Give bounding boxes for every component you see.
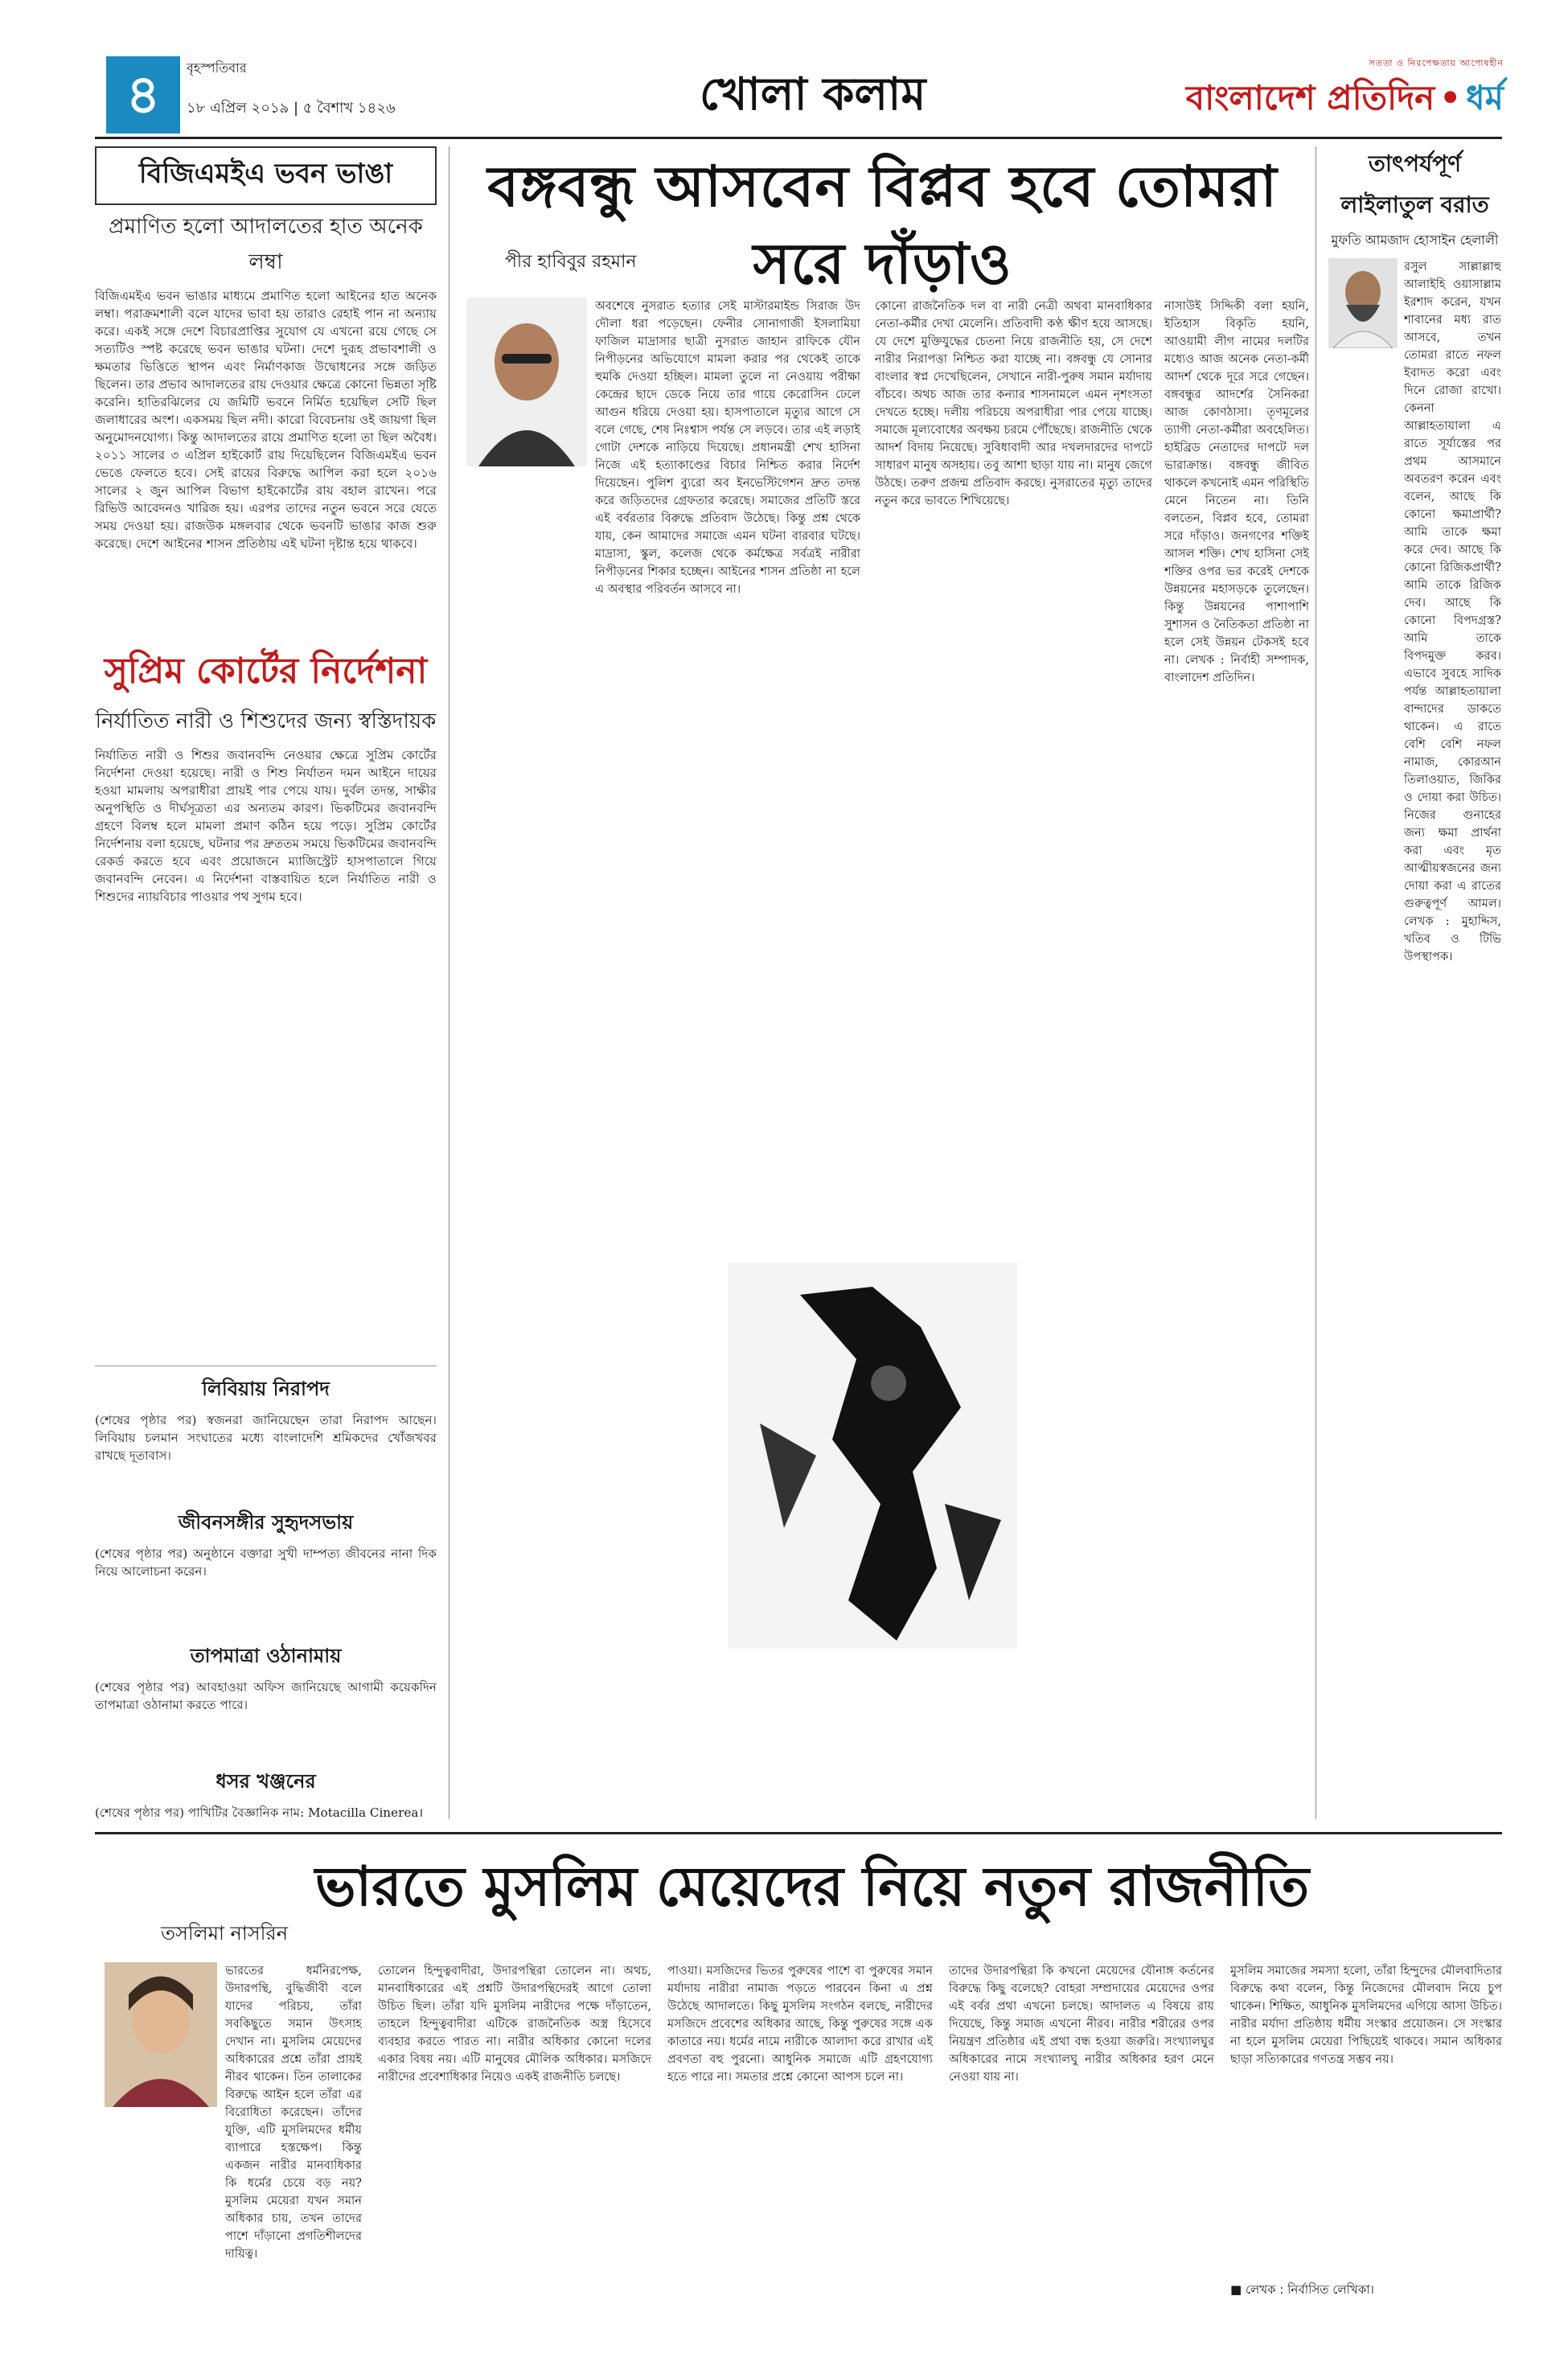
editorial-2-subhead: নির্যাতিত নারী ও শিশুদের জন্য স্বস্তিদায়ক	[95, 709, 437, 733]
main-col-1: অবশেষে নুসরাত হত্যার সেই মাস্টারমাইন্ড সিরাজ উদ দৌলা ধরা পড়েছেন। ফেনীর সোনাগাজী ইসলামিয়া ফাজিল মাদ্রাসার ছাত্রী নুসরাত জাহান রাফিকে যৌন নিপীড়নের অভিযোগে মামলা করার পর থেকেই তাকে হুমকি দেওয়া হচ্ছিল। মামলা তুলে না নেওয়ায় পরীক্ষা কেন্দ্রের ছাদে ডেকে নিয়ে তার গায়ে কেরোসিন ঢেলে আগুন ধরিয়ে দেওয়া হয়। হাসপাতালে মৃত্যুর আগে সে বলে গেছে, শেষ নিঃশ্বাস পর্যন্ত সে লড়বে। তার এই লড়াই গোটা দেশকে নাড়িয়ে দিয়েছে। প্রধানমন্ত্রী শেখ হাসিনা নিজে এই হত্যাকাণ্ডের বিচার নিশ্চিত করার নির্দেশ দিয়েছেন। পুলিশ ব্যুরো অব ইনভেস্টিগেশন দ্রুত তদন্ত করে জড়িতদের গ্রেফতার করেছে। সমাজের প্রতিটি স্তরে এই বর্বরতার বিরুদ্ধে প্রতিবাদ উঠেছে। কিন্তু প্রশ্ন থেকে যায়, কেন আমাদের সমাজে এমন ঘটনা বারবার ঘটছে। মাদ্রাসা, স্কুল, কলেজ থেকে কর্মক্ষেত্র সর্বত্রই নারীরা নিপীড়নের শিকার হচ্ছেন। আইনের শাসন প্রতিষ্ঠা না হলে এ অবস্থার পরিবর্তন আসবে না।	[595, 299, 860, 596]
masthead	[1158, 56, 1504, 129]
bottom-author: তসলিমা নাসরিন	[161, 1922, 289, 1945]
religion-headline: তাৎপর্যপূর্ণ	[1368, 150, 1462, 177]
illustration-image	[728, 1263, 1017, 1649]
news-2-body: (শেষের পৃষ্ঠার পর) অনুষ্ঠানে বক্তারা সুখী দাম্পত্য জীবনের নানা দিক নিয়ে আলোচনা করেন।	[95, 1546, 437, 1579]
issue-date: ১৮ এপ্রিল ২০১৯ | ৫ বৈশাখ ১৪২৬	[187, 100, 396, 117]
news-2-headline: জীবনসঙ্গীর সুহৃদসভায়	[178, 1511, 354, 1534]
writer-note: ■ লেখক : নির্বাসিত লেখিকা।	[1230, 2282, 1374, 2297]
religion-subhead: লাইলাতুল বরাত	[1340, 191, 1489, 218]
masthead-separator: •	[1439, 78, 1462, 117]
author-photo	[466, 298, 587, 466]
main-headline: বঙ্গবন্ধু আসবেন বিপ্লব হবে তোমরা সরে দাঁড়াও	[487, 154, 1278, 297]
bottom-col-1: ভারতের ধর্মনিরপেক্ষ, উদারপন্থি, বুদ্ধিজীবী বলে যাদের পরিচয়, তাঁরা সবকিছুতে সমান উৎসাহ দেখান না। মুসলিম মেয়েদের অধিকারের প্রশ্নে তাঁরা প্রায়ই নীরব থাকেন। তিন তালাকের বিরুদ্ধে আইন হলে তাঁরা এর বিরোধিতা করেছেন। তাঁদের যুক্তি, এটি মুসলিমদের ধর্মীয় ব্যাপারে হস্তক্ষেপ। কিন্তু একজন নারীর মানবাধিকার কি ধর্মের চেয়ে বড় নয়? মুসলিম মেয়েরা যখন সমান অধিকার চায়, তখন তাদের পাশে দাঁড়ানো প্রগতিশীলদের দায়িত্ব।	[225, 1964, 362, 2261]
section-rule	[95, 1832, 1502, 1834]
section-title: খোলা কলাম	[700, 68, 926, 121]
religion-body: রসুল সাল্লাল্লাহু আলাইহি ওয়াসাল্লাম ইরশাদ করেন, যখন শাবানের মধ্য রাত আসবে, তখন তোমরা রাতে নফল ইবাদত করো এবং দিনে রোজা রাখো। কেননা আল্লাহতায়ালা এ রাতে সূর্যাস্তের পর প্রথম আসমানে অবতরণ করেন এবং বলেন, আছে কি কোনো ক্ষমাপ্রার্থী? আমি তাকে ক্ষমা করে দেব। আছে কি কোনো রিজিকপ্রার্থী? আমি তাকে রিজিক দেব। আছে কি কোনো বিপদগ্রস্ত? আমি তাকে বিপদমুক্ত করব। এভাবে সুবহে সাদিক পর্যন্ত আল্লাহতায়ালা বান্দাদের ডাকতে থাকেন। এ রাতে বেশি বেশি নফল নামাজ, কোরআন তিলাওয়াত, জিকির ও দোয়া করা উচিত। নিজের গুনাহের জন্য ক্ষমা প্রার্থনা করা এবং মৃত আত্মীয়স্বজনের জন্য দোয়া করা এ রাতের গুরুত্বপূর্ণ আমল। লেখক : মুহাদ্দিস, খতিব ও টিভি উপস্থাপক।	[1404, 260, 1501, 963]
header-rule	[95, 137, 1502, 139]
page-number: ৪	[106, 56, 180, 133]
religion-byline: মুফতি আমজাদ হোসাইন হেলালী	[1331, 232, 1499, 248]
issue-weekday: বৃহস্পতিবার	[187, 60, 247, 76]
bottom-col-4: তাদের উদারপন্থিরা কি কখনো মেয়েদের যৌনাঙ্গ কর্তনের বিরুদ্ধে কিছু বলেছে? বোহরা সম্প্রদায়ের মেয়েদের ওপর এই বর্বর প্রথা এখনো চলছে। আদালত এ বিষয়ে রায় দিয়েছে, কিন্তু সমাজ এখনো নীরব। নারীর শরীরের ওপর নিয়ন্ত্রণ প্রতিষ্ঠার এই প্রথা বন্ধ হওয়া জরুরি। সংখ্যালঘুর অধিকারের নামে সংখ্যালঘু নারীর অধিকার হরণ মেনে নেওয়া যায় না।	[949, 1964, 1214, 2084]
news-4-body: (শেষের পৃষ্ঠার পর) পাখিটির বৈজ্ঞানিক নাম: Motacilla Cinerea।	[95, 1805, 424, 1820]
main-col-3: নাসাউই সিদ্দিকী বলা হয়নি, ইতিহাস বিকৃতি হয়নি, আওয়ামী লীগ নামের দলটির মধ্যেও আজ অনেক নেতা-কর্মী আদর্শ থেকে দূরে সরে গেছেন। বঙ্গবন্ধুর আদর্শের সৈনিকরা আজ কোণঠাসা। তৃণমূলের ত্যাগী নেতা-কর্মীরা অবহেলিত। হাইব্রিড নেতাদের দাপটে দল ভারাক্রান্ত। বঙ্গবন্ধু জীবিত থাকলে কখনোই এমন পরিস্থিতি মেনে নিতেন না। তিনি বলতেন, বিপ্লব হবে, তোমরা সরে দাঁড়াও। জনগণের শক্তিই আসল শক্তি। শেখ হাসিনা সেই শক্তির ওপর ভর করেই দেশকে উন্নয়নের মহাসড়কে তুলেছেন। কিন্তু উন্নয়নের পাশাপাশি সুশাসন ও নৈতিকতা প্রতিষ্ঠা না হলে সেই উন্নয়ন টেকসই হবে না। লেখক : নির্বাহী সম্পাদক, বাংলাদেশ প্রতিদিন।	[1164, 299, 1309, 684]
masthead-tagline: সততা ও নিরপেক্ষতায় আপোষহীন	[1369, 58, 1504, 68]
bottom-author-photo	[105, 1962, 217, 2107]
religion-author-photo	[1328, 258, 1398, 348]
news-3-body: (শেষের পৃষ্ঠার পর) আবহাওয়া অফিস জানিয়েছে আগামী কয়েকদিন তাপমাত্রা ওঠানামা করতে পারে।	[95, 1680, 437, 1712]
masthead-name: বাংলাদেশ প্রতিদিন	[1185, 78, 1435, 117]
main-byline: পীর হাবিবুর রহমান	[505, 252, 637, 272]
editorial-2-body: নির্যাতিত নারী ও শিশুর জবানবন্দি নেওয়ার ক্ষেত্রে সুপ্রিম কোর্টের নির্দেশনা দেওয়া হয়েছে। নারী ও শিশু নির্যাতন দমন আইনে দায়ের হওয়া মামলায় অপরাধীরা প্রায়ই পার পেয়ে যায়। দুর্বল তদন্ত, সাক্ষীর অনুপস্থিতি ও দীর্ঘসূত্রতা এর অন্যতম কারণ। ভিকটিমের জবানবন্দি গ্রহণে বিলম্ব হলে মামলা প্রমাণ কঠিন হয়ে পড়ে। সুপ্রিম কোর্টের নির্দেশনায় বলা হয়েছে, ঘটনার পর দ্রুততম সময়ে ভিকটিমের জবানবন্দি রেকর্ড করতে হবে এবং প্রয়োজনে ম্যাজিস্ট্রেট হাসপাতালে গিয়ে জবানবন্দি নেবেন। এ নির্দেশনা বাস্তবায়িত হলে নির্যাতিত নারী ও শিশুদের ন্যায়বিচার পাওয়ার পথ সুগম হবে।	[95, 748, 437, 904]
editorial-1-subhead: প্রমাণিত হলো আদালতের হাত অনেক লম্বা	[109, 215, 423, 274]
news-1-headline: লিবিয়ায় নিরাপদ	[202, 1378, 330, 1400]
news-3-headline: তাপমাত্রা ওঠানামায়	[190, 1645, 342, 1667]
masthead-section: ধর্ম	[1466, 78, 1504, 117]
main-col-2: কোনো রাজনৈতিক দল বা নারী নেত্রী অথবা মানবাধিকার নেতা-কর্মীর দেখা মেলেনি। প্রতিবাদী কণ্ঠ ক্ষীণ হয়ে আসছে। যে দেশে মুক্তিযুদ্ধের চেতনা নিয়ে রাজনীতি হয়, সে দেশে নারীর নিরাপত্তা নিশ্চিত করা যাচ্ছে না। বঙ্গবন্ধু যে সোনার বাংলার স্বপ্ন দেখেছিলেন, সেখানে নারী-পুরুষ সমান মর্যাদায় বাঁচবে। অথচ আজ তার কন্যার শাসনামলে এমন নৃশংসতা দেখতে হচ্ছে। দলীয় পরিচয়ে অপরাধীরা পার পেয়ে যাচ্ছে। সমাজে মূল্যবোধের অবক্ষয় চরমে পৌঁছেছে। রাজনীতি থেকে আদর্শ বিদায় নিয়েছে। সুবিধাবাদী আর দখলদারদের দাপটে সাধারণ মানুষ অসহায়। তবু আশা ছাড়া যায় না। মানুষ জেগে উঠছে। তরুণ প্রজন্ম প্রতিবাদ করছে। নুসরাতের মৃত্যু তাদের নতুন করে ভাবতে শিখিয়েছে।	[875, 299, 1152, 507]
news-4-headline: ধসর খঞ্জনের	[215, 1770, 316, 1793]
bottom-col-2: তোলেন হিন্দুত্ববাদীরা, উদারপন্থিরা তোলেন না। অথচ, মানবাধিকারের এই প্রশ্নটি উদারপন্থিদেরই আগে তোলা উচিত ছিল। তাঁরা যদি মুসলিম নারীদের পক্ষে দাঁড়াতেন, তাহলে হিন্দুত্ববাদীরা এটিকে রাজনৈতিক অস্ত্র হিসেবে ব্যবহার করতে পারত না। নারীর অধিকার কোনো দলের একার বিষয় নয়। এটি মানুষের মৌলিক অধিকার। মসজিদে নারীদের প্রবেশাধিকার নিয়েও একই রাজনীতি চলছে।	[378, 1964, 651, 2084]
left-column	[95, 146, 437, 1876]
editorial-1-body: বিজিএমইএ ভবন ভাঙার মাধ্যমে প্রমাণিত হলো আইনের হাত অনেক লম্বা। পরাক্রমশালী বলে যাদের ভাবা হয় তারাও রেহাই পান না অন্যায় করে। একই সঙ্গে দেশে বিচারপ্রাপ্তির সুযোগ যে এখনো রয়ে গেছে সে সত্যটিও স্পষ্ট করেছে ভবন ভাঙার ঘটনা। দেশে দুরূহ প্রভাবশালী ও ক্ষমতার ভিত্তিতে স্থাপন এবং নির্মাণকাজ উদ্বোধনের সঙ্গে জড়িত ছিলেন। তার প্রভাব আদালতের রায় দেওয়ার ক্ষেত্রে কোনো ভিন্নতা সৃষ্টি করেনি। হাতিরঝিলের যে জমিটি ভবনে নির্মিত হয়েছিল সেটি ছিল জলাধারের অংশ। একসময় ছিল নদী। কারো বিবেচনায় ওই জায়গা ছিল অনুমোদনযোগ্য। কিন্তু আদালতের রায়ে প্রমাণিত হলো তা ছিল অবৈধ। ২০১১ সালের ৩ এপ্রিল হাইকোর্ট রায় দিয়েছিলেন বিজিএমইএ ভবন ভেঙে ফেলতে হবে। সেই রায়ের বিরুদ্ধে আপিল করা হলে ২০১৬ সালের ২ জুন আপিল বিভাগ হাইকোর্টের রায় বহাল রাখেন। পরে রিভিউ আবেদনও খারিজ হয়। এরপর তাদের নতুন ভবনে সরে যেতে সময় দেওয়া হয়। রাজউক মঙ্গলবার থেকে ভবনটি ভাঙার কাজ শুরু করেছে। দেশে আইনের শাসন প্রতিষ্ঠায় এই ঘটনা দৃষ্টান্ত হয়ে থাকবে।	[95, 289, 437, 551]
editorial-2-headline: সুপ্রিম কোর্টের নির্দেশনা	[104, 651, 428, 692]
editorial-1-headline: বিজিএমইএ ভবন ভাঙা	[95, 146, 437, 205]
bottom-col-5-wrap	[1230, 1962, 1502, 2301]
bottom-col-3: পাওয়া। মসজিদের ভিতর পুরুষের পাশে বা পুরুষের সমান মর্যাদায় নারীরা নামাজ পড়তে পারবেন কিনা এ প্রশ্ন উঠেছে আদালতে। কিছু মুসলিম সংগঠন বলছে, নারীদের মসজিদে প্রবেশের অধিকার আছে, কিন্তু পুরুষের সঙ্গে এক কাতারে নয়। ধর্মের নামে নারীকে আলাদা করে রাখার এই প্রবণতা বহু পুরনো। আধুনিক সমাজে এটি গ্রহণযোগ্য হতে পারে না। সমতার প্রশ্নে কোনো আপস চলে না।	[667, 1964, 933, 2084]
bottom-col-5: মুসলিম সমাজের সমস্যা হলো, তাঁরা হিন্দুদের মৌলবাদিতার বিরুদ্ধে কথা বলেন, কিন্তু নিজেদের মৌলবাদ নিয়ে চুপ থাকেন। শিক্ষিত, আধুনিক মুসলিমদের এগিয়ে আসা উচিত। নারীর মর্যাদা প্রতিষ্ঠায় ধর্মীয় সংস্কার প্রয়োজন। সে সংস্কার না হলে মুসলিম মেয়েরা পিছিয়েই থাকবে। সমান অধিকার ছাড়া সত্যিকারের গণতন্ত্র সম্ভব নয়।	[1230, 1964, 1502, 2066]
news-1-body: (শেষের পৃষ্ঠার পর) স্বজনরা জানিয়েছেন তারা নিরাপদ আছেন। লিবিয়ায় চলমান সংঘাতের মধ্যে বাংলাদেশি শ্রমিকদের খোঁজখবর রাখছে দূতাবাস।	[95, 1413, 437, 1463]
bottom-headline: ভারতে মুসলিম মেয়েদের নিয়ে নতুন রাজনীতি	[314, 1855, 1310, 1919]
right-column	[1328, 146, 1501, 1786]
